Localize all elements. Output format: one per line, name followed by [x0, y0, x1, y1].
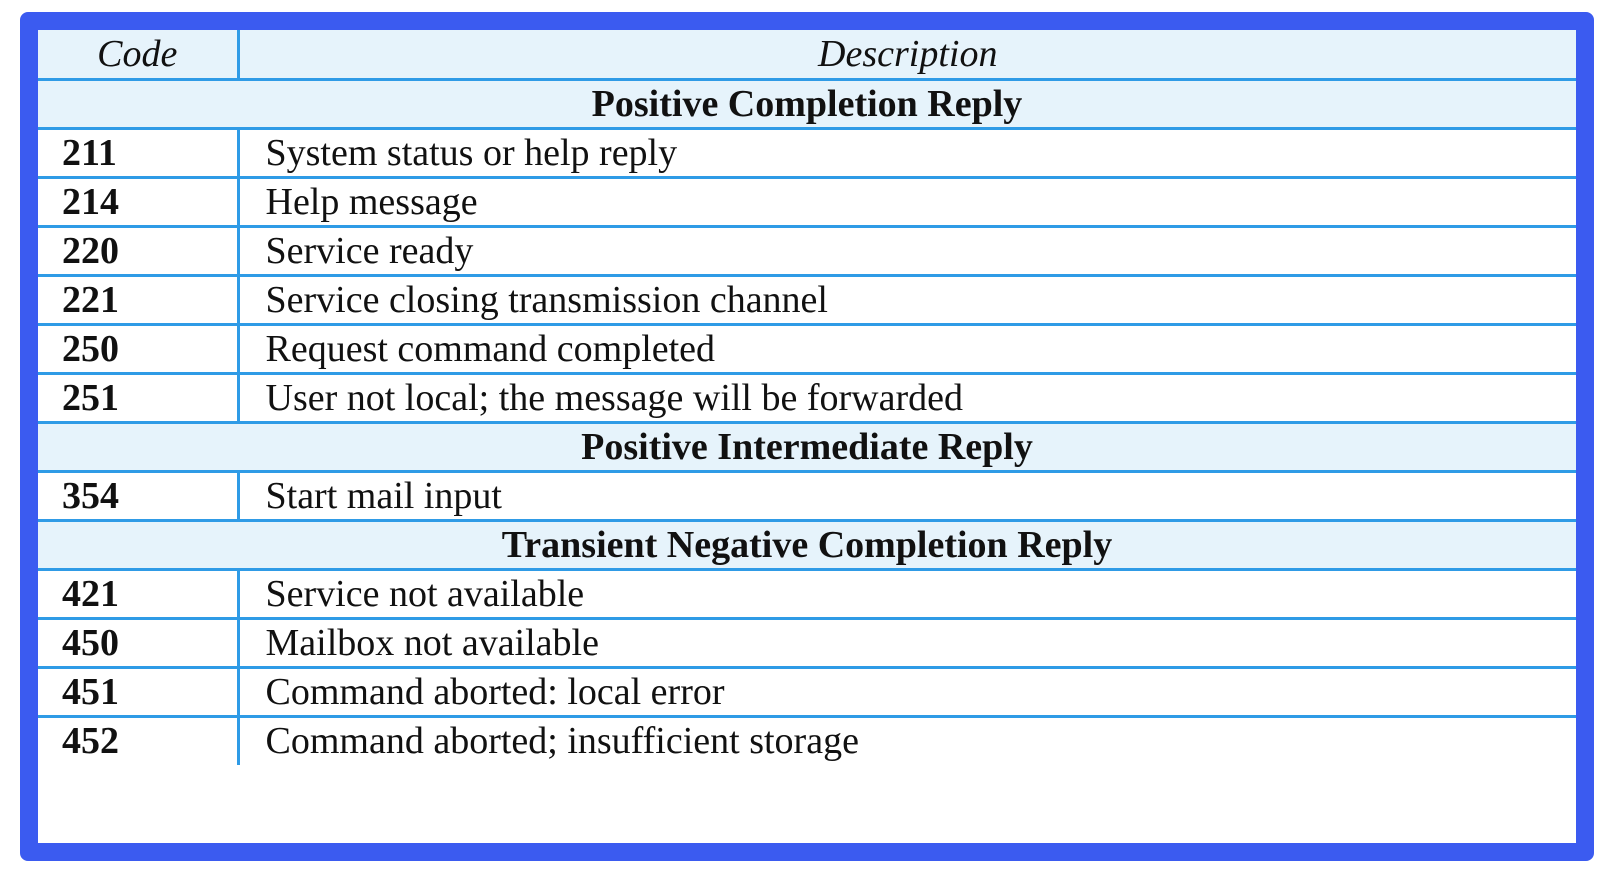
reply-code: 354: [38, 471, 238, 520]
table-row: [38, 373, 1576, 422]
table-row: [38, 618, 1576, 667]
table-row: [38, 177, 1576, 226]
reply-description: Command aborted: local error: [238, 667, 1576, 716]
reply-code: 250: [38, 324, 238, 373]
reply-code: 450: [38, 618, 238, 667]
section-title: Positive Intermediate Reply: [38, 422, 1576, 471]
reply-code: 211: [38, 128, 238, 177]
table-row: [38, 471, 1576, 520]
reply-description: Start mail input: [238, 471, 1576, 520]
table-row: [38, 324, 1576, 373]
reply-description: Service ready: [238, 226, 1576, 275]
section-title: Transient Negative Completion Reply: [38, 520, 1576, 569]
table-row: [38, 569, 1576, 618]
section-title: Positive Completion Reply: [38, 79, 1576, 128]
section-row: [38, 79, 1576, 128]
reply-description: Help message: [238, 177, 1576, 226]
table-row: [38, 667, 1576, 716]
reply-description: Command aborted; insufficient storage: [238, 716, 1576, 765]
section-row: [38, 422, 1576, 471]
reply-description: Mailbox not available: [238, 618, 1576, 667]
reply-code: 452: [38, 716, 238, 765]
reply-description: Service not available: [238, 569, 1576, 618]
reply-code: 251: [38, 373, 238, 422]
reply-description: Service closing transmission channel: [238, 275, 1576, 324]
table-frame: [20, 12, 1594, 861]
description-column-header: Description: [238, 30, 1576, 79]
reply-description: Request command completed: [238, 324, 1576, 373]
table-row: [38, 226, 1576, 275]
reply-code: 451: [38, 667, 238, 716]
table-row: [38, 128, 1576, 177]
section-row: [38, 520, 1576, 569]
table-header-row: [38, 30, 1576, 79]
table-row: [38, 275, 1576, 324]
reply-description: User not local; the message will be forwarded: [238, 373, 1576, 422]
reply-code: 220: [38, 226, 238, 275]
code-column-header: Code: [38, 30, 238, 79]
reply-codes-table: [38, 30, 1576, 765]
reply-code: 214: [38, 177, 238, 226]
reply-code: 221: [38, 275, 238, 324]
reply-description: System status or help reply: [238, 128, 1576, 177]
reply-code: 421: [38, 569, 238, 618]
table-row: [38, 716, 1576, 765]
